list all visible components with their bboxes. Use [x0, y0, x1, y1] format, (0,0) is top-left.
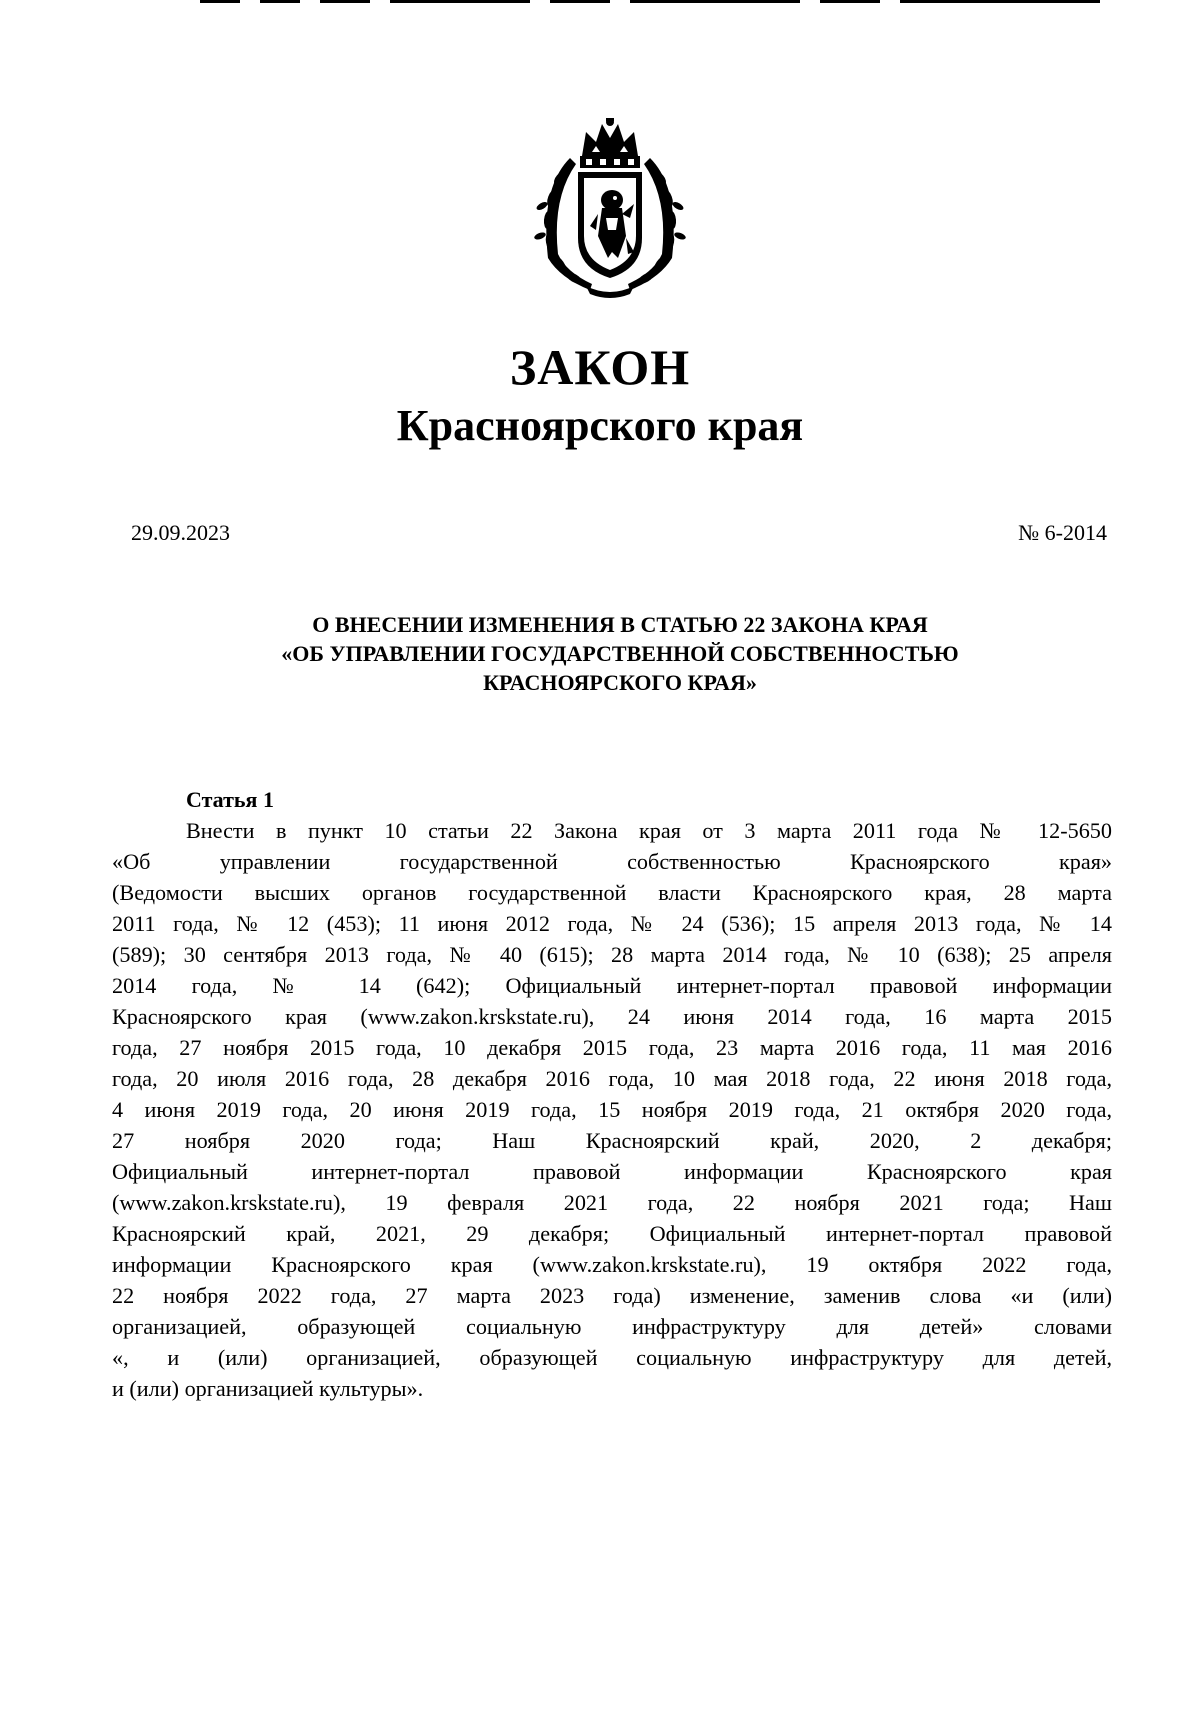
document-subtitle: Красноярского края — [396, 401, 804, 450]
article-line: 22 ноября 2022 года, 27 марта 2023 года) изменение, заменив слова «и (или) — [112, 1283, 1112, 1308]
document-number: № 6-2014 — [1018, 520, 1107, 545]
article-line: Внести в пункт 10 статьи 22 Закона края от 3 марта 2011 года № 12-5650 — [186, 818, 1112, 843]
article-line: организацией, образующей социальную инфраструктуру для детей» словами — [112, 1314, 1112, 1339]
scan-edge — [200, 0, 1100, 6]
heading-line: КРАСНОЯРСКОГО КРАЯ» — [483, 670, 757, 695]
article-title: Статья 1 — [186, 787, 274, 812]
article-line: «Об управлении государственной собственностью Красноярского края» — [112, 849, 1112, 874]
document-date: 29.09.2023 — [131, 520, 230, 545]
article-line: (Ведомости высших органов государственной власти Красноярского края, 28 марта — [112, 880, 1112, 905]
document-title: ЗАКОН — [509, 339, 691, 395]
law-heading — [100, 610, 1140, 697]
article-line: Официальный интернет-портал правовой информации Красноярского края — [112, 1159, 1112, 1184]
article-line: 2014 года, № 14 (642); Официальный интернет-портал правовой информации — [112, 973, 1112, 998]
heading-line: О ВНЕСЕНИИ ИЗМЕНЕНИЯ В СТАТЬЮ 22 ЗАКОНА КРАЯ — [312, 612, 928, 637]
article-line: 4 июня 2019 года, 20 июня 2019 года, 15 ноября 2019 года, 21 октября 2020 года, — [112, 1097, 1112, 1122]
article-line: (589); 30 сентября 2013 года, № 40 (615); 28 марта 2014 года, № 10 (638); 25 апреля — [112, 942, 1112, 967]
article-line: и (или) организацией культуры». — [112, 1376, 424, 1401]
article-body — [112, 815, 1112, 1404]
article-line: Красноярский край, 2021, 29 декабря; Официальный интернет-портал правовой — [112, 1221, 1112, 1246]
article-line: Красноярского края (www.zakon.krskstate.ru), 24 июня 2014 года, 16 марта 2015 — [112, 1004, 1112, 1029]
coat-of-arms-icon — [530, 118, 690, 298]
article-line: года, 20 июля 2016 года, 28 декабря 2016 года, 10 мая 2018 года, 22 июня 2018 года, — [112, 1066, 1112, 1091]
article-line: 27 ноября 2020 года; Наш Красноярский край, 2020, 2 декабря; — [112, 1128, 1112, 1153]
article-line: 2011 года, № 12 (453); 11 июня 2012 года, № 24 (536); 15 апреля 2013 года, № 14 — [112, 911, 1112, 936]
heading-line: «ОБ УПРАВЛЕНИИ ГОСУДАРСТВЕННОЙ СОБСТВЕННОСТЬЮ — [281, 641, 959, 666]
article-line: года, 27 ноября 2015 года, 10 декабря 2015 года, 23 марта 2016 года, 11 мая 2016 — [112, 1035, 1112, 1060]
article-line: (www.zakon.krskstate.ru), 19 февраля 2021 года, 22 ноября 2021 года; Наш — [112, 1190, 1112, 1215]
article-line: «, и (или) организацией, образующей социальную инфраструктуру для детей, — [112, 1345, 1112, 1370]
article-line: информации Красноярского края (www.zakon.krskstate.ru), 19 октября 2022 года, — [112, 1252, 1112, 1277]
